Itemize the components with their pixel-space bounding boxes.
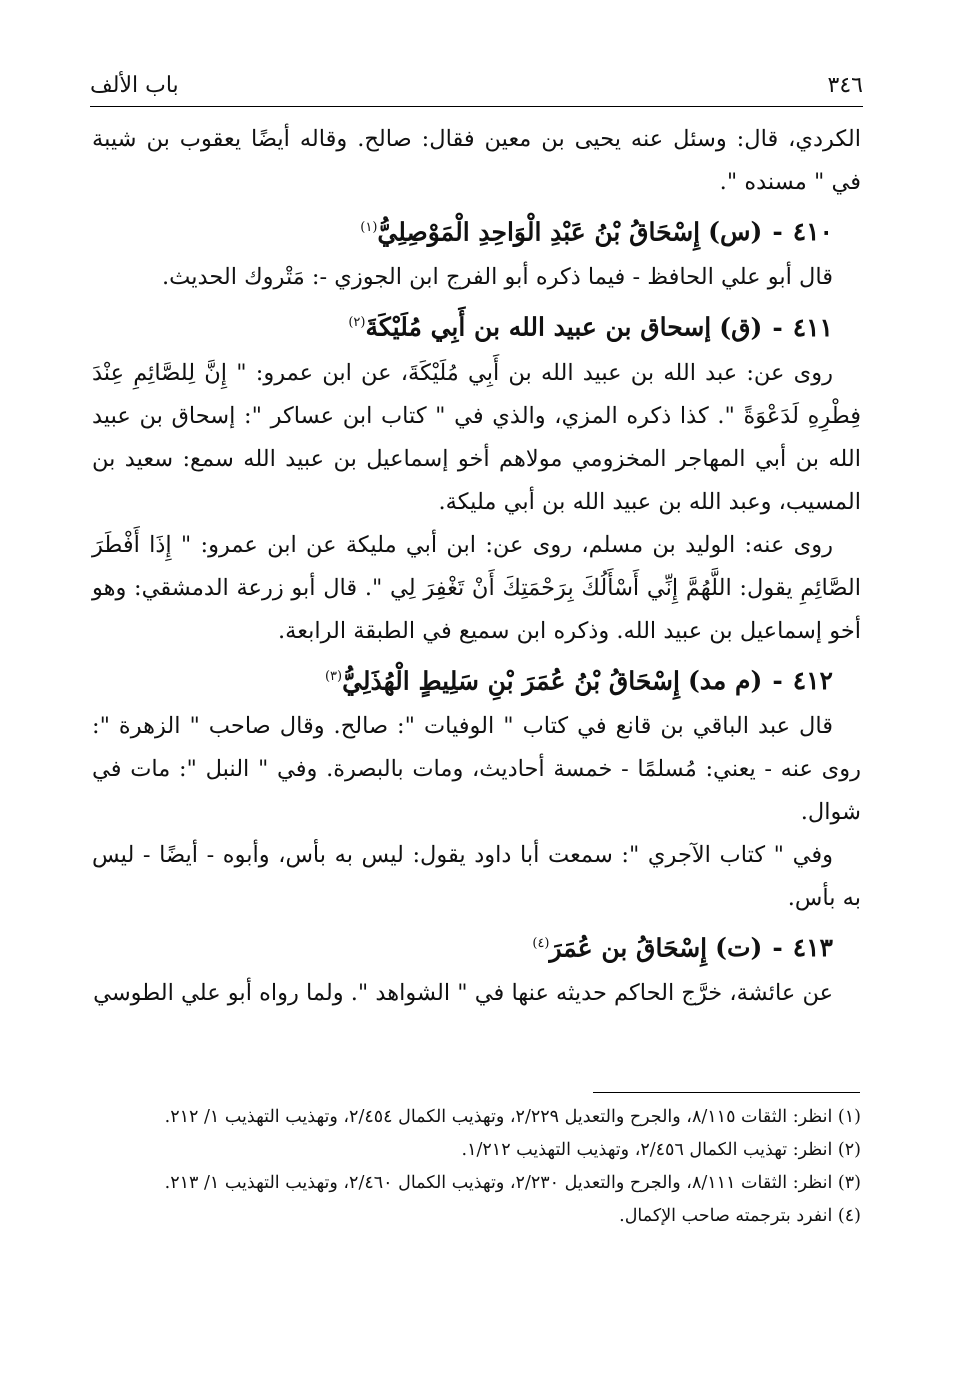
entry-name: إِسْحَاقُ بْنُ عُمَرَ بْنِ سَلِيطٍ الْهُذَلِيُّ: [342, 665, 680, 695]
footnote-3: (٣) انظر: الثقات ٨/١١١، والجرح والتعديل ٢/٢٣٠، وتهذيب الكمال ٢/٤٦٠، وتهذيب التهذيب ١/ ٢١٣.: [164, 1173, 861, 1193]
entry-separator: -: [772, 933, 783, 963]
running-header: [90, 58, 863, 98]
entry-number: ٤١١: [792, 312, 833, 342]
footnote-1: (١) انظر: الثقات ٨/١١٥، والجرح والتعديل ٢/٢٢٩، وتهذيب الكمال ٢/٤٥٤، وتهذيب التهذيب ١/ ٢١٢.: [164, 1107, 861, 1127]
footnote-2: (٢) انظر: تهذيب الكمال ٢/٤٥٦، وتهذيب التهذيب ١/٢١٢.: [461, 1140, 861, 1160]
entry-411-heading: [92, 299, 861, 351]
entry-code: (س): [708, 217, 763, 247]
entry-number: ٤١٠: [792, 217, 833, 247]
entry-name: إسحاق بن عبيد الله بن أَبِي مُلَيْكَةَ: [365, 312, 712, 342]
entry-separator: -: [772, 665, 783, 695]
entry-411-text-a: روى عن: عبد الله بن عبيد الله بن أَبِي مُلَيْكَةَ، عن ابن عمرو: " إِنَّ لِلصَّائِمِ عِنْدَ فِطْرِهِ لَدَعْوَةً ". كذا ذكره المزي، والذي في " كتاب ابن عساكر ": إسحاق بن عبيد الله بن أبي المهاجر المخزومي مولاهم أخو إسماعيل بن عبيد الله سمع: سعيد بن المسيب، وعبد الله بن عبيد الله بن أبي مليكة.: [92, 359, 861, 515]
entry-413-heading: [92, 920, 861, 972]
entry-code: (ت): [715, 933, 763, 963]
entry-code: (م مد): [687, 665, 763, 695]
paragraph-continuation: الكردي، قال: وسئل عنه يحيى بن معين فقال: صالح. وقاله أيضًا يعقوب بن شيبة في " مسنده ".: [92, 126, 861, 195]
footnote-ref: (٤): [532, 935, 550, 951]
header-rule: [90, 106, 863, 107]
entry-412-heading: [92, 653, 861, 705]
footnote-ref: (٣): [324, 668, 343, 684]
entry-411-text-b: روى عنه: الوليد بن مسلم، روى عن: ابن أبي مليكة عن ابن عمرو: " إِذَا أَفْطَرَ الصَّائِمِ يقول: اللَّهُمَّ إِنِّي أَسْأَلُكَ بِرَحْمَتِكَ أَنْ تَغْفِرَ لِي ". قال أبو زرعة الدمشقي: وهو أخو إسماعيل بن عبيد الله. وذكره ابن سميع في الطبقة الرابعة.: [92, 531, 861, 644]
entry-413-text: عن عائشة، خرَّج الحاكم حديثه عنها في " الشواهد ". ولما رواه أبو علي الطوسي: [93, 980, 833, 1007]
entry-number: ٤١٢: [792, 665, 833, 695]
footnote-ref: (٢): [348, 315, 366, 331]
footnote-rule: [593, 1092, 860, 1093]
section-title: باب الألف: [90, 73, 179, 98]
entry-code: (ق): [719, 312, 763, 342]
entry-separator: -: [772, 312, 783, 342]
entry-410-text: قال أبو علي الحافظ - فيما ذكره أبو الفرج ابن الجوزي -: مَتْروك الحديث.: [162, 264, 833, 291]
footnote-4: (٤) انفرد بترجمته صاحب الإكمال.: [619, 1206, 861, 1226]
page-number: ٣٤٦: [827, 73, 863, 98]
entry-separator: -: [772, 217, 783, 247]
entry-412-text-b: وفي " كتاب الآجري ": سمعت أبا داود يقول: ليس به بأس، وأبوه - أيضًا - ليس به بأس.: [92, 841, 861, 911]
entry-number: ٤١٣: [792, 933, 833, 963]
footnote-ref: (١): [360, 220, 378, 235]
entry-412-text-a: قال عبد الباقي بن قانع في كتاب " الوفيات ": صالح. وقال صاحب " الزهرة ": روى عنه - يعني: مُسلمًا - خمسة أحاديث، ومات بالبصرة. وفي " النبل ": مات في شوال.: [92, 712, 861, 825]
entry-410-heading: [92, 204, 861, 256]
entry-name: إِسْحَاقُ بْنُ عَبْدِ الْوَاحِدِ الْمَوْصِلِيُّ: [377, 217, 701, 247]
footnotes: [92, 1102, 861, 1234]
entry-name: إِسْحَاقُ بن عُمَرَ: [549, 933, 708, 963]
main-text: [92, 118, 861, 1015]
